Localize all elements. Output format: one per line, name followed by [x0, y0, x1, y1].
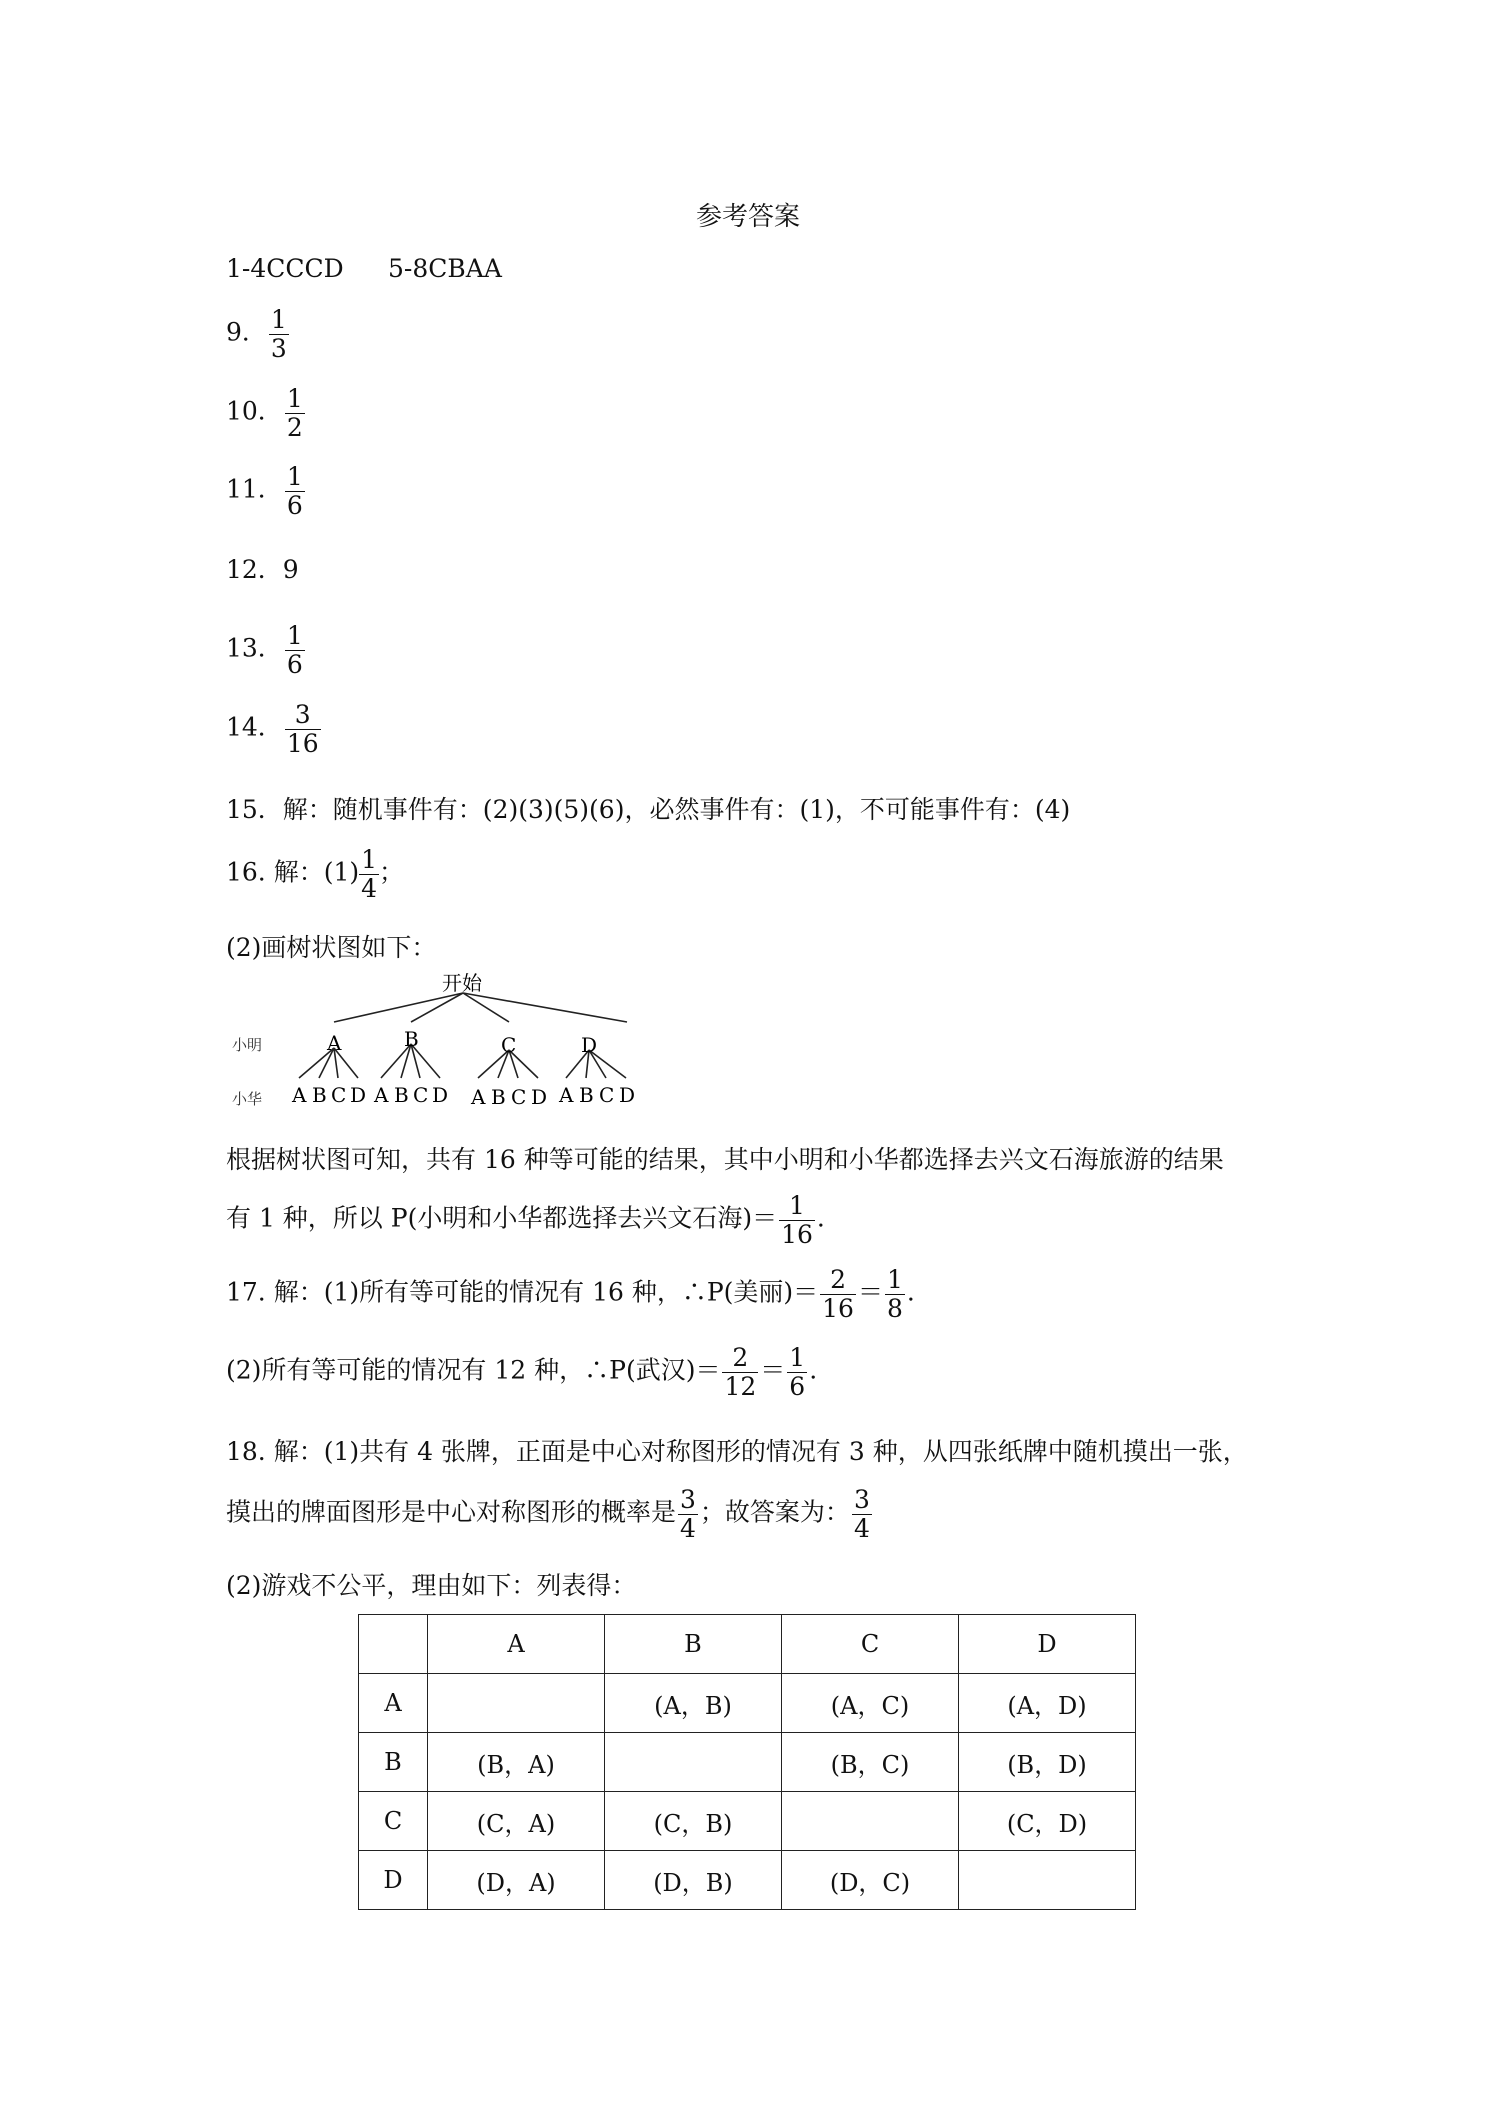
tree-leaf: D [350, 1083, 367, 1107]
tree-leaf: A [374, 1083, 389, 1107]
answer-9-label: 9． [226, 317, 267, 347]
answer-12: 12．9 [226, 555, 299, 584]
tree-leaf: B [491, 1085, 506, 1109]
table-cell: (B，D) [959, 1733, 1136, 1792]
answer-14 [226, 701, 323, 757]
tree-node-b: B [404, 1027, 419, 1051]
answer-13-label: 13． [226, 633, 283, 663]
answer-11 [226, 463, 307, 519]
page-title: 参考答案 [696, 202, 801, 232]
table-cell: (A，D) [959, 1674, 1136, 1733]
tree-node-a: A [327, 1031, 342, 1055]
answer-13-fraction: $\frac{1}{6}$ [286, 621, 303, 679]
answers-5-8: 5-8CBAA [388, 254, 502, 283]
tree-leaf: A [559, 1083, 574, 1107]
tree-leaf: A [471, 1085, 486, 1109]
answer-18-line2: 摸出的牌面图形是中心对称图形的概率是 $\frac{3}{4}$ ；故答案为： $\frac{3}{4}$ [226, 1485, 870, 1543]
answer-18-part2: (2)游戏不公平，理由如下：列表得： [226, 1571, 637, 1600]
tree-leaf: C [413, 1083, 429, 1107]
answer-14-label: 14． [226, 712, 283, 742]
tree-leaf: D [432, 1083, 449, 1107]
tree-leaf: A [292, 1083, 307, 1107]
table-cell: (C，B) [605, 1792, 782, 1851]
table-cell: (C，D) [959, 1792, 1136, 1851]
tree-leaf: C [331, 1083, 347, 1107]
tree-row2-label: 小华 [232, 1090, 263, 1108]
tree-node-d: D [581, 1033, 598, 1057]
table-cell: (B，A) [428, 1733, 605, 1792]
table-cell [428, 1674, 605, 1733]
answer-17-part1: 17. 解：(1)所有等可能的情况有 16 种，∴P(美丽)＝ $\frac{2}{16}$ ＝ $\frac{1}{8}$ . [226, 1265, 915, 1323]
tree-leaf: C [511, 1085, 527, 1109]
table-cell: C [782, 1615, 959, 1674]
tree-leaf: B [394, 1083, 409, 1107]
answer-14-fraction: $\frac{3}{16}$ [286, 700, 319, 758]
answer-10-fraction: $\frac{1}{2}$ [286, 384, 303, 442]
table-cell: (D，C) [782, 1851, 959, 1910]
table-cell: (D，A) [428, 1851, 605, 1910]
table-cell [959, 1851, 1136, 1910]
answer-16-text1: 根据树状图可知，共有 16 种等可能的结果，其中小明和小华都选择去兴文石海旅游的结果 [226, 1145, 1224, 1174]
table-row [359, 1674, 1136, 1733]
answer-10-label: 10． [226, 396, 283, 426]
outcome-table [358, 1614, 1136, 1910]
answer-11-label: 11． [226, 474, 283, 504]
tree-row1-label: 小明 [232, 1036, 263, 1054]
answer-16-part1: 16. 解：(1) $\frac{1}{4}$ ； [226, 845, 405, 903]
answers-1-4: 1-4CCCD [226, 254, 344, 283]
tree-edges [299, 993, 627, 1078]
tree-leaf: C [599, 1083, 615, 1107]
table-cell: D [959, 1615, 1136, 1674]
answer-18-fraction-a: $\frac{3}{4}$ [680, 1485, 696, 1543]
answer-10 [226, 385, 307, 441]
table-cell: (A，C) [782, 1674, 959, 1733]
answer-16-part2: (2)画树状图如下： [226, 933, 437, 962]
table-row [359, 1851, 1136, 1910]
answer-9 [226, 306, 291, 362]
table-cell: C [359, 1792, 428, 1851]
table-cell [605, 1733, 782, 1792]
table-row [359, 1733, 1136, 1792]
answer-17-fraction-c: $\frac{2}{12}$ [724, 1343, 757, 1401]
answer-17-fraction-d: $\frac{1}{6}$ [789, 1343, 806, 1401]
answer-9-fraction: $\frac{1}{3}$ [270, 305, 287, 363]
tree-leaves [291, 1083, 635, 1109]
tree-leaf: D [531, 1085, 548, 1109]
tree-leaf: D [619, 1083, 636, 1107]
table-cell: B [605, 1615, 782, 1674]
answer-13 [226, 622, 307, 678]
tree-node-c: C [501, 1033, 517, 1057]
table-cell: (C，A) [428, 1792, 605, 1851]
table-cell: (D，B) [605, 1851, 782, 1910]
answer-16-fraction: $\frac{1}{4}$ [361, 845, 378, 903]
answer-11-fraction: $\frac{1}{6}$ [286, 462, 303, 520]
answer-16-result-fraction: $\frac{1}{16}$ [781, 1191, 813, 1249]
answer-17-part2: (2)所有等可能的情况有 12 种，∴P(武汉)＝ $\frac{2}{12}$ ＝ $\frac{1}{6}$ . [226, 1343, 818, 1401]
table-row [359, 1792, 1136, 1851]
table-cell: (B，C) [782, 1733, 959, 1792]
table-cell: A [428, 1615, 605, 1674]
table-cell: (A，B) [605, 1674, 782, 1733]
answer-18-line1: 18. 解：(1)共有 4 张牌，正面是中心对称图形的情况有 3 种，从四张纸牌中随机摸出一张， [226, 1437, 1248, 1466]
answer-16-text2: 有 1 种，所以 P(小明和小华都选择去兴文石海)＝ $\frac{1}{16}$ . [226, 1191, 825, 1249]
tree-root: 开始 [442, 971, 482, 995]
answer-15: 15．解：随机事件有：(2)(3)(5)(6)，必然事件有：(1)，不可能事件有：(4) [226, 795, 1071, 824]
answer-17-fraction-a: $\frac{2}{16}$ [822, 1265, 854, 1323]
table-cell: A [359, 1674, 428, 1733]
table-cell [782, 1792, 959, 1851]
table-header-row [359, 1615, 1136, 1674]
tree-leaf: B [579, 1083, 594, 1107]
table-cell: D [359, 1851, 428, 1910]
tree-leaf: B [312, 1083, 327, 1107]
table-cell [359, 1615, 428, 1674]
answer-17-fraction-b: $\frac{1}{8}$ [886, 1265, 903, 1323]
answer-18-fraction-b: $\frac{3}{4}$ [853, 1485, 870, 1543]
tree-diagram [220, 970, 650, 1120]
table-cell: B [359, 1733, 428, 1792]
